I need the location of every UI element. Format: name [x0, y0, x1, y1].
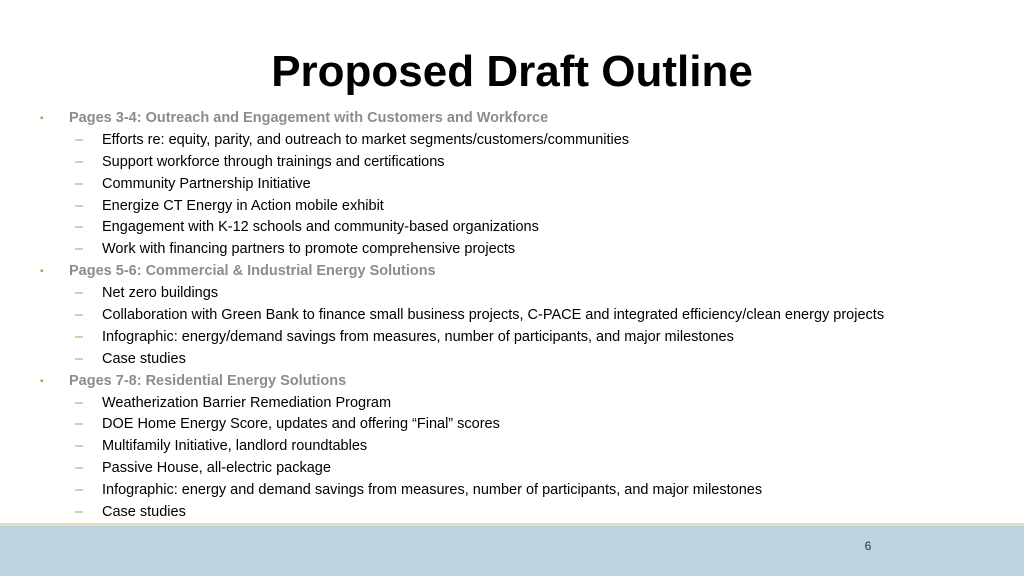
list-item-text: Net zero buildings	[102, 285, 219, 302]
list-item	[0, 414, 1024, 436]
dash-bullet-icon: –	[75, 197, 84, 214]
list-item-text: Passive House, all-electric package	[102, 460, 331, 477]
dash-bullet-icon: –	[75, 153, 84, 170]
outline-list	[0, 108, 1024, 524]
list-item-text: Infographic: energy/demand savings from measures, number of participants, and major milestones	[102, 328, 734, 345]
dash-bullet-icon: –	[75, 328, 84, 345]
dash-bullet-icon: –	[75, 438, 84, 455]
section-item-list	[0, 130, 1024, 261]
dash-bullet-icon: –	[75, 307, 84, 324]
list-item-text: Efforts re: equity, parity, and outreach to market segments/customers/communities	[102, 131, 630, 148]
list-item	[0, 283, 1024, 305]
list-item-text: Community Partnership Initiative	[102, 175, 311, 192]
list-item	[0, 152, 1024, 174]
square-bullet-icon: ▪	[40, 375, 44, 387]
square-bullet-icon: ▪	[40, 113, 44, 124]
dash-bullet-icon: –	[75, 394, 84, 411]
list-item-text: Energize CT Energy in Action mobile exhibit	[102, 197, 384, 214]
dash-bullet-icon: –	[75, 219, 84, 236]
list-item-text: Weatherization Barrier Remediation Program	[102, 394, 392, 411]
list-item	[0, 305, 1024, 327]
outline-section	[0, 371, 1024, 524]
list-item-text: Support workforce through trainings and certifications	[102, 153, 445, 170]
slide-title: Proposed Draft Outline	[271, 47, 753, 96]
page-number: 6	[864, 539, 872, 553]
list-item	[0, 196, 1024, 218]
section-label: Pages 7-8: Residential Energy Solutions	[69, 372, 347, 389]
dash-bullet-icon: –	[75, 460, 84, 477]
list-item	[0, 458, 1024, 480]
dash-bullet-icon: –	[75, 175, 84, 192]
outline-section	[0, 261, 1024, 370]
square-bullet-icon: ▪	[40, 266, 44, 278]
list-item	[0, 480, 1024, 502]
list-item-text: Case studies	[102, 504, 186, 521]
dash-bullet-icon: –	[75, 482, 84, 499]
section-label: Pages 5-6: Commercial & Industrial Energy Solutions	[69, 263, 436, 280]
dash-bullet-icon: –	[75, 241, 84, 258]
section-label: Pages 3-4: Outreach and Engagement with Customers and Workforce	[69, 110, 549, 126]
dash-bullet-icon: –	[75, 416, 84, 433]
section-item-list	[0, 283, 1024, 371]
list-item	[0, 393, 1024, 415]
section-heading	[0, 108, 1024, 130]
dash-bullet-icon: –	[75, 285, 84, 302]
list-item-text: Work with financing partners to promote comprehensive projects	[102, 241, 516, 258]
list-item	[0, 217, 1024, 239]
list-item-text: DOE Home Energy Score, updates and offering “Final” scores	[102, 416, 500, 433]
list-item	[0, 349, 1024, 371]
list-item	[0, 436, 1024, 458]
list-item	[0, 327, 1024, 349]
section-heading	[0, 261, 1024, 283]
list-item-text: Infographic: energy and demand savings from measures, number of participants, and major milestones	[102, 482, 763, 499]
dash-bullet-icon: –	[75, 131, 84, 148]
list-item-text: Collaboration with Green Bank to finance small business projects, C-PACE and integrated efficiency/clean energy projects	[102, 307, 885, 324]
list-item	[0, 130, 1024, 152]
list-item	[0, 502, 1024, 524]
dash-bullet-icon: –	[75, 504, 84, 521]
section-item-list	[0, 393, 1024, 524]
outline-section	[0, 108, 1024, 261]
list-item	[0, 239, 1024, 261]
list-item-text: Case studies	[102, 350, 186, 367]
list-item-text: Multifamily Initiative, landlord roundtables	[102, 438, 368, 455]
dash-bullet-icon: –	[75, 350, 84, 367]
list-item-text: Engagement with K-12 schools and community-based organizations	[102, 219, 539, 236]
list-item	[0, 174, 1024, 196]
section-heading	[0, 371, 1024, 393]
